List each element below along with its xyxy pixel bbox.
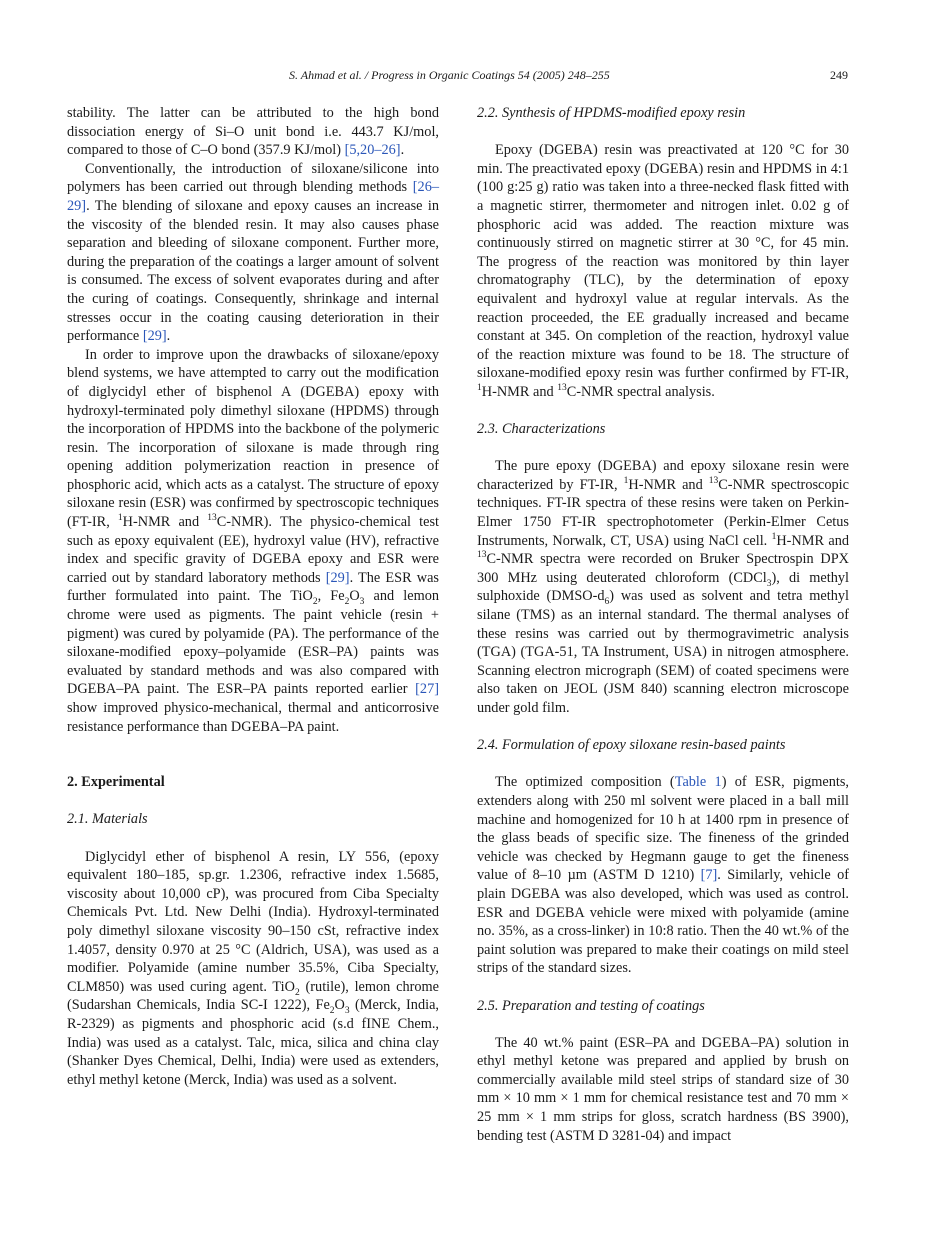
paragraph: The optimized composition (Table 1) of ESR, pigments, extenders along with 250 ml solvent were placed in a ball mill machine and homogenized for 10 h at 1400 rpm in presence of the glass beads of specific size. The fineness of the grinded vehicle was checked by Hegmann gauge to get the fineness value of 8–10 µm (ASTM D 1210) [7]. Similarly, vehicle of plain DGEBA was also developed, which was used as control. ESR and DGEBA vehicle were mixed with polyamide (amine no. 35%, as a cross-linker) in 10:8 ratio. Then the 40 wt.% of the paint solution was prepared to make their coatings on mild steel strips of the standard sizes.	[477, 774, 849, 977]
section-heading: 2. Experimental	[67, 774, 165, 791]
citation-link[interactable]: [26–29]	[67, 179, 439, 214]
page-number: 249	[830, 68, 848, 82]
subsection-heading: 2.1. Materials	[67, 811, 148, 828]
table-link[interactable]: Table 1	[674, 774, 722, 791]
paragraph: Epoxy (DGEBA) resin was preactivated at 120 °C for 30 min. The preactivated epoxy (DGEBA) resin and HPDMS in 4:1 (100 g:25 g) ratio was taken into a three-necked flask fitted with a magnetic stirrer, thermometer and nitrogen inlet. 0.02 g of phosphoric acid was added. The reaction mixture was continuously stirred on magnetic stirrer at 30 °C, for 45 min. The progress of the reaction was monitored by thin layer chromatography (TLC), by the determination of epoxy equivalent and hydroxyl value at regular intervals. As the reaction proceeded, the EE gradually increased and became constant at 345. On completion of the reaction, hydroxyl value of the reaction mixture was found to be 18. The structure of siloxane-modified epoxy resin was further confirmed by FT-IR, $^1$H-NMR and $^{13}$C-NMR spectral analysis.	[477, 142, 849, 400]
running-header	[67, 68, 848, 88]
citation-link[interactable]: [29]	[142, 328, 167, 345]
paragraph: The 40 wt.% paint (ESR–PA and DGEBA–PA) solution in ethyl methyl ketone was prepared and applied by brush on commercially available mild steel strips of standard size of 30 mm × 10 mm × 1 mm for chemical resistance test and 70 mm × 25 mm × 1 mm strips for gloss, scratch hardness (BS 3900), bending test (ASTM D 3281-04) and impact	[477, 1034, 849, 1144]
paragraph: Diglycidyl ether of bisphenol A resin, LY 556, (epoxy equivalent 180–185, sp.gr. 1.2306, refractive index 1.5685, viscosity about 10,000 cP), was procured from Ciba Specialty Chemicals Pvt. Ltd. New Delhi (India). Hydroxyl-terminated poly dimethyl siloxane viscosity 90–150 cSt, refractive index 1.4057, density 0.970 at 25 °C (Aldrich, USA), was used as a modifier. Polyamide (amine number 35.5%, Ciba Specialty, CLM850) was used curing agent. TiO$_2$ (rutile), lemon chrome (Sudarshan Chemicals, India SC-I 1222), $Fe_2O_3$ (Merck, India, R-2329) as pigments and phosphoric acid (s.d fINE Chem., India) was used as a catalyst. Talc, mica, silica and china clay (Shanker Dyes Chemical, Delhi, India) were used as extenders, ethyl methyl ketone (Merck, India) was used as a solvent.	[67, 848, 439, 1088]
paragraph: In order to improve upon the drawbacks of siloxane/epoxy blend systems, we have attempted to carry out the modification of diglycidyl ether of bisphenol A (DGEBA) epoxy with hydroxyl-terminated poly dimethyl siloxane (HPDMS) through the incorporation of HPDMS into the backbone of the polymeric resin. The incorporation of siloxane is made through ring opening addition polymerization reaction in presence of phosphoric acid, which acts as a catalyst. The structure of epoxy siloxane resin (ESR) was confirmed by spectroscopic techniques (FT-IR, $^1$H-NMR and $^{13}$C-NMR). The physico-chemical test such as epoxy equivalent (EE), hydroxyl value (HV), refractive index and specific gravity of DGEBA epoxy and ESR were carried out by standard laboratory methods [29]. The ESR was further formulated into paint. The TiO$_2$, $Fe_2O_3$ and lemon chrome were used as pigments. The paint vehicle (resin + pigment) was cured by polyamide (PA). The performance of the siloxane-modified epoxy–polyamide (ESR–PA) paints was evaluated by standard methods and was also compared with DGEBA–PA paint. The ESR–PA paints reported earlier [27] show improved physico-mechanical, thermal and anticorrosive resistance performance than DGEBA–PA paint.	[67, 346, 439, 735]
left-column	[67, 104, 439, 1089]
paragraph: Conventionally, the introduction of siloxane/silicone into polymers has been carried out through blending methods [26–29]. The blending of siloxane and epoxy causes an increase in the viscosity of the blended resin. It may also causes phase separation and bleeding of siloxane component. Further more, during the preparation of the coatings a larger amount of solvent is consumed. The excess of solvent evaporates during and after the curing of coatings. Consequently, shrinkage and internal stresses occur in the coating causing deterioration in their performance [29].	[67, 160, 439, 345]
subsection-heading: 2.4. Formulation of epoxy siloxane resin-based paints	[477, 737, 786, 754]
subsection-heading: 2.5. Preparation and testing of coatings	[477, 997, 705, 1014]
subsection-heading: 2.3. Characterizations	[477, 421, 606, 438]
citation-link[interactable]: [29]	[325, 569, 350, 586]
citation-link[interactable]: [7]	[700, 867, 718, 884]
paragraph: The pure epoxy (DGEBA) and epoxy siloxane resin were characterized by FT-IR, $^1$H-NMR and $^{13}$C-NMR spectroscopic techniques. FT-IR spectra of these resins were taken on Perkin-Elmer 1750 FT-IR spectrophotometer (Perkin-Elmer Cetus Instruments, Norwalk, CT, USA) using NaCl cell. $^1$H-NMR and $^{13}$C-NMR spectra were recorded on Bruker Spectrospin DPX 300 MHz using deuterated chloroform (CDCl$_3$), di methyl sulphoxide $(DMSO-d_6)$ was used as solvent and tetra methyl silane (TMS) as an internal standard. The thermal analyses of these resins was carried out by thermogravimetric analysis (TGA) (TGA-51, TA Instrument, USA) in nitrogen atmosphere. Scanning electron micrograph (SEM) of coated specimens were also taken on JEOL (JSM 840) scanning electron microscope under gold film.	[477, 458, 849, 716]
subsection-heading: 2.2. Synthesis of HPDMS-modified epoxy resin	[477, 105, 746, 121]
running-title: S. Ahmad et al. / Progress in Organic Coatings 54 (2005) 248–255	[289, 68, 610, 82]
citation-link[interactable]: [5,20–26]	[344, 142, 401, 159]
right-column	[477, 104, 849, 1145]
paragraph: stability. The latter can be attributed to the high bond dissociation energy of Si–O unit bond i.e. 443.7 KJ/mol, compared to those of C–O bond (357.9 KJ/mol) [5,20–26].	[67, 105, 439, 159]
citation-link[interactable]: [27]	[415, 681, 439, 698]
